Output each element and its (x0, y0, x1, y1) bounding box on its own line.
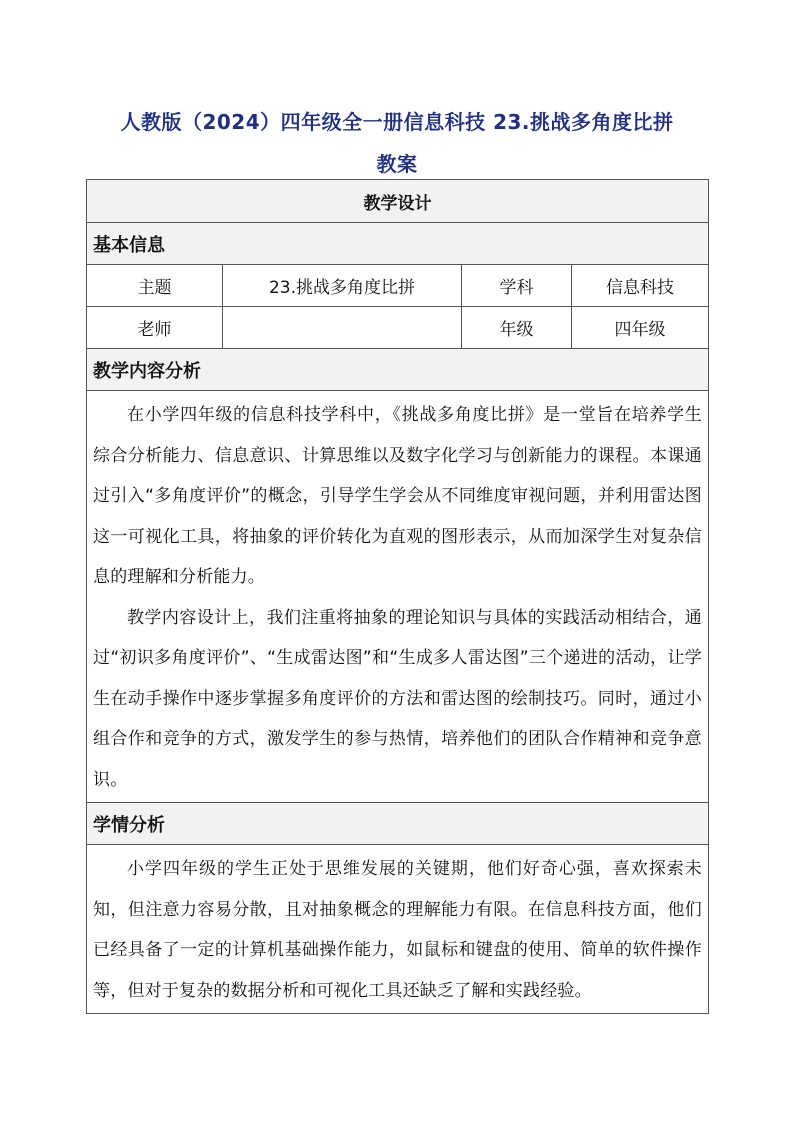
subject-label: 学科 (462, 265, 572, 307)
student-analysis-paragraph: 小学四年级的学生正处于思维发展的关键期，他们好奇心强，喜欢探索未知，但注意力容易分散，且对抽象概念的理解能力有限。在信息科技方面，他们已经具备了一定的计算机基础操作能力，如鼠标和键盘的使用、简单的软件操作等，但对于复杂的数据分析和可视化工具还缺乏了解和实践经验。 (93, 859, 702, 1001)
topic-label: 主题 (87, 265, 223, 307)
lesson-plan-table (86, 179, 709, 1014)
table-row (87, 265, 709, 307)
table-header: 教学设计 (87, 180, 709, 223)
document-title: 人教版（2024）四年级全一册信息科技 23.挑战多角度比拼 (120, 110, 674, 134)
content-analysis-paragraph: 在小学四年级的信息科技学科中，《挑战多角度比拼》是一堂旨在培养学生综合分析能力、信息意识、计算思维以及数字化学习与创新能力的课程。本课通过引入“多角度评价”的概念，引导学生学会从不同维度审视问题，并利用雷达图这一可视化工具，将抽象的评价转化为直观的图形表示，从而加深学生对复杂信息的理解和分析能力。 (93, 405, 702, 587)
content-analysis-heading: 教学内容分析 (87, 349, 709, 391)
student-analysis-heading: 学情分析 (87, 803, 709, 845)
content-analysis-paragraph: 教学内容设计上，我们注重将抽象的理论知识与具体的实践活动相结合，通过“初识多角度评价”、“生成雷达图”和“生成多人雷达图”三个递进的活动，让学生在动手操作中逐步掌握多角度评价的方法和雷达图的绘制技巧。同时，通过小组合作和竞争的方式，激发学生的参与热情，培养他们的团队合作精神和竞争意识。 (93, 607, 702, 790)
table-row (87, 307, 709, 349)
student-analysis-body (87, 845, 709, 1014)
grade-value: 四年级 (572, 307, 709, 349)
teacher-value (223, 307, 462, 349)
document-subtitle: 教案 (376, 152, 418, 176)
topic-value: 23.挑战多角度比拼 (223, 265, 462, 307)
teacher-label: 老师 (87, 307, 223, 349)
basic-info-heading: 基本信息 (87, 223, 709, 265)
subject-value: 信息科技 (572, 265, 709, 307)
grade-label: 年级 (462, 307, 572, 349)
content-analysis-body (87, 391, 709, 803)
